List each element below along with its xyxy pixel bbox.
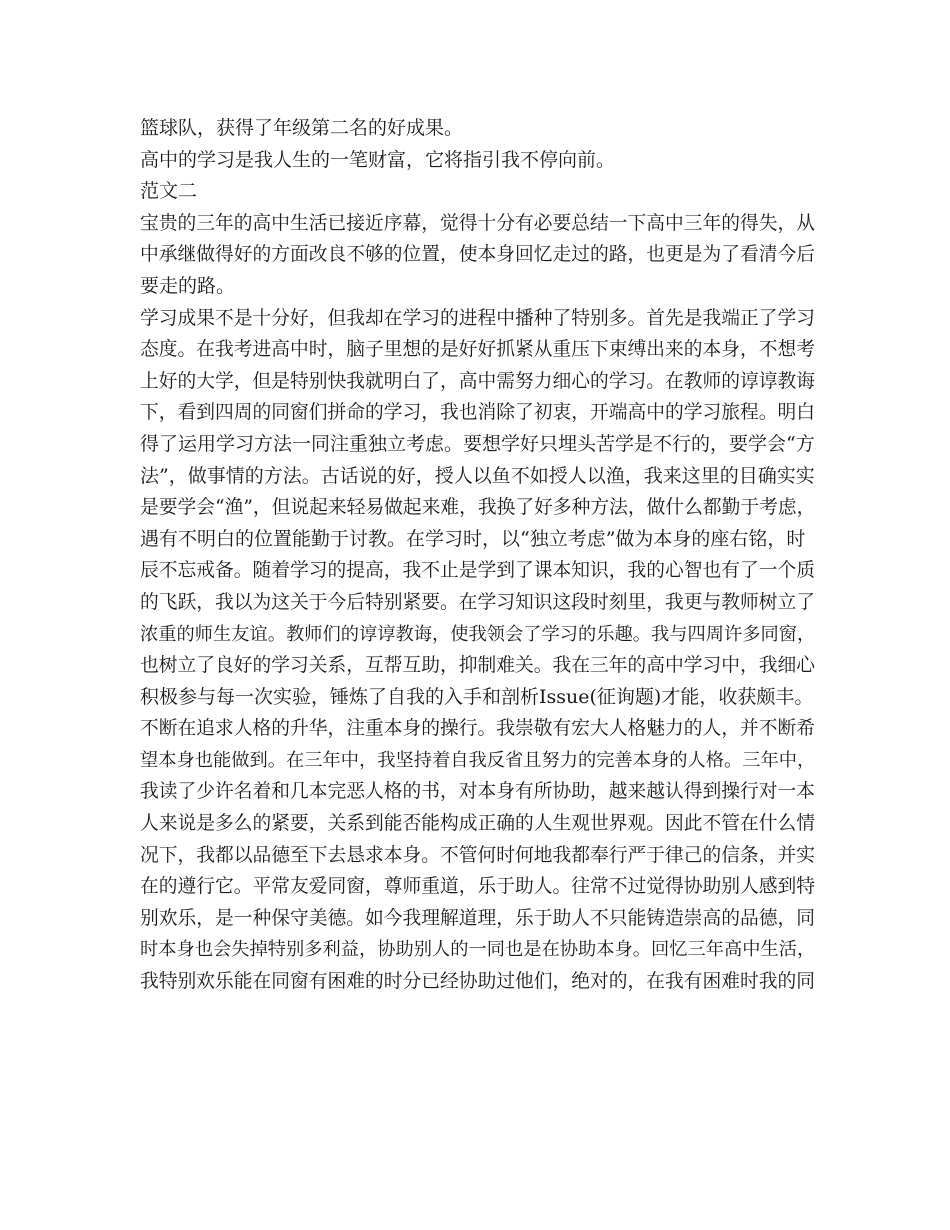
- text-line-11: 得了运用学习方法一同注重独立考虑。要想学好只埋头苦学是不行的，要学会“方: [140, 432, 815, 455]
- body-text: [140, 113, 820, 998]
- text-line-26: 别欢乐，是一种保守美德。如今我理解道理，乐于助人不只能铸造崇高的品德，同: [140, 907, 815, 929]
- text-line-24: 况下，我都以品德至下去恳求本身。不管何时何地我都奉行严于律己的信条，并实: [140, 844, 815, 866]
- text-line-25: 在的遵行它。平常友爱同窗，尊师重道，乐于助人。往常不过觉得协助别人感到特: [140, 876, 815, 898]
- text-line-4: 宝贵的三年的高中生活已接近序幕，觉得十分有必要总结一下高中三年的得失，从: [140, 212, 815, 234]
- text-line-1: 篮球队，获得了年级第二名的好成果。: [140, 117, 464, 139]
- text-line-6: 要走的路。: [140, 274, 236, 297]
- text-line-18: 也树立了良好的学习关系，互帮互助，抑制难关。我在三年的高中学习中，我细心: [140, 655, 815, 677]
- section-heading: 范文二: [140, 180, 198, 203]
- text-line-23: 人来说是多么的紧要，关系到能否能构成正确的人生观世界观。因此不管在什么情: [140, 813, 815, 835]
- text-line-7: 学习成果不是十分好，但我却在学习的进程中播种了特别多。首先是我端正了学习: [140, 307, 815, 329]
- text-line-8: 态度。在我考进高中时，脑子里想的是好好抓紧从重压下束缚出来的本身，不想考: [140, 339, 815, 361]
- text-line-10: 下，看到四周的同窗们拼命的学习，我也消除了初衷，开端高中的学习旅程。明白: [140, 402, 815, 424]
- text-line-14: 遇有不明白的位置能勤于讨教。在学习时，以“独立考虑”做为本身的座右铭，时: [140, 527, 806, 550]
- text-line-27: 时本身也会失掉特别多利益，协助别人的一同也是在协助本身。回忆三年高中生活，: [140, 939, 816, 961]
- text-line-28: 我特别欢乐能在同窗有困难的时分已经协助过他们，绝对的，在我有困难时我的同: [140, 971, 815, 993]
- text-line-22: 我读了少许名着和几本完恶人格的书，对本身有所协助，越来越认得到操行对一本: [140, 781, 815, 803]
- text-line-20: 不断在追求人格的升华，注重本身的操行。我崇敬有宏大人格魅力的人，并不断希: [140, 718, 815, 740]
- text-line-5: 中承继做得好的方面改良不够的位置，使本身回忆走过的路，也更是为了看清今后: [140, 244, 815, 266]
- text-line-21: 望本身也能做到。在三年中，我坚持着自我反省且努力的完善本身的人格。三年中，: [140, 749, 816, 771]
- text-line-15: 辰不忘戒备。随着学习的提高，我不止是学到了课本知识，我的心智也有了一个质: [140, 560, 815, 582]
- text-line-16: 的飞跃，我以为这关于今后特别紧要。在学习知识这段时刻里，我更与教师树立了: [140, 591, 815, 613]
- text-line-2: 高中的学习是我人生的一笔财富，它将指引我不停向前。: [140, 148, 616, 171]
- text-line-9: 上好的大学，但是特别快我就明白了，高中需努力细心的学习。在教师的谆谆教诲: [140, 370, 815, 392]
- text-line-12: 法”，做事情的方法。古话说的好，授人以鱼不如授人以渔，我来这里的目确实实: [140, 464, 815, 487]
- text-line-13: 是要学会“渔”，但说起来轻易做起来难，我换了好多种方法，做什么都勤于考虑，: [140, 497, 816, 519]
- text-line-19: 积极参与每一次实验，锤炼了自我的入手和剖析Issue(征询题)才能，收获颇丰。: [140, 685, 814, 708]
- text-line-17: 浓重的师生友谊。教师们的谆谆教诲，使我领会了学习的乐趣。我与四周许多同窗，: [140, 623, 816, 645]
